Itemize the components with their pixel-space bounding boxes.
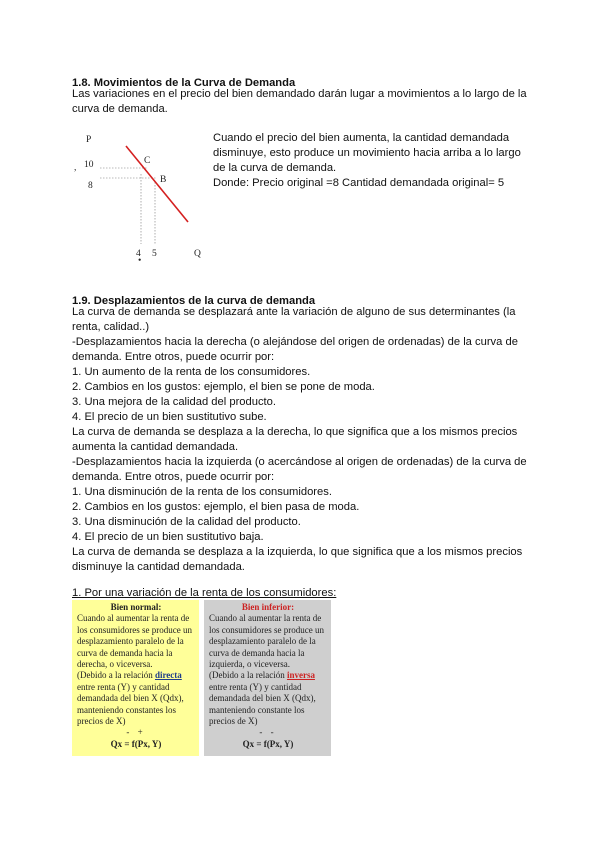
inferior-good-relation: (Debido a la relación inversa entre renta (Y) y cantidad demandada del bien X (Qdx), manteniendo constante los precios de X) bbox=[209, 670, 316, 727]
section-18-paragraph: Las variaciones en el precio del bien demandado darán lugar a movimientos a lo largo de la curva de demanda. bbox=[72, 88, 527, 115]
quantity-tick-5: 5 bbox=[152, 249, 157, 259]
axis-p-label: P bbox=[86, 135, 92, 145]
point-b-label: B bbox=[160, 175, 167, 185]
inferior-good-box bbox=[204, 600, 331, 756]
quantity-tick-4: 4 bbox=[136, 249, 141, 259]
normal-good-title: Bien normal: bbox=[110, 602, 162, 612]
normal-good-body: Cuando al aumentar la renta de los consumidores se produce un desplazamiento paralelo de la curva de demanda hacia la derecha, o viceversa. bbox=[77, 613, 192, 670]
normal-good-formula: Qx = f(Px, Y) bbox=[110, 738, 162, 749]
point-c-label: C bbox=[144, 156, 151, 166]
axis-q-label: Q bbox=[194, 249, 201, 259]
section-18-title: 1.8. Movimientos de la Curva de Demanda bbox=[72, 77, 296, 89]
quantity-tick-dot: • bbox=[138, 256, 142, 266]
axis-tick-dot: , bbox=[74, 163, 77, 173]
relation-inversa: inversa bbox=[286, 670, 315, 681]
movement-explanation: Cuando el precio del bien aumenta, la cantidad demandada disminuye, esto produce un movimiento hacia arriba a lo largo de la curva de demanda. Donde: Precio original =8 Cantidad demandada original= 5 bbox=[213, 132, 521, 189]
section-19-title: 1.9. Desplazamientos de la curva de demanda bbox=[72, 295, 316, 307]
price-tick-10: 10 bbox=[84, 160, 94, 170]
demand-curve-line bbox=[126, 146, 188, 222]
renta-section-title: 1. Por una variación de la renta de los consumidores: bbox=[72, 587, 337, 599]
inferior-good-signs: - - bbox=[259, 727, 277, 738]
normal-good-relation: (Debido a la relación directa entre renta (Y) y cantidad demandada del bien X (Qdx), manteniendo constantes los precios de X) bbox=[77, 670, 184, 727]
normal-good-signs: - + bbox=[126, 727, 146, 738]
inferior-good-title: Bien inferior: bbox=[241, 602, 295, 612]
relation-directa: directa bbox=[154, 670, 182, 681]
normal-good-box bbox=[72, 600, 199, 756]
inferior-good-body: Cuando al aumentar la renta de los consumidores se produce un desplazamiento paralelo de la curva de demanda hacia la izquierda, o viceversa. bbox=[209, 613, 324, 670]
demand-curve-graph bbox=[76, 126, 206, 266]
inferior-good-formula: Qx = f(Px, Y) bbox=[242, 738, 294, 749]
price-tick-8: 8 bbox=[88, 181, 93, 191]
section-19-body: La curva de demanda se desplazará ante la variación de alguno de sus determinantes (la renta, calidad..) -Desplazamientos hacia la derecha (o alejándose del origen de ordenadas) de la curva de demanda. Entre otros, puede ocurrir por: 1. Un aumento de la renta de los consumidores. 2. Cambios en los gustos: ejemplo, el bien se pone de moda. 3. Una mejora de la calidad del producto. 4. El precio de un bien sustitutivo sube. La curva de demanda se desplaza a la derecha, lo que significa que a los mismos precios aumenta la cantidad demandada. -Desplazamientos hacia la izquierda (o acercándose al origen de ordenadas) de la curva de demanda. Entre otros, puede ocurrir por: 1. Una disminución de la renta de los consumidores. 2. Cambios en los gustos: ejemplo, el bien pasa de moda. 3. Una disminución de la calidad del producto. 4. El precio de un bien sustitutivo baja. La curva de demanda se desplaza a la izquierda, lo que significa que a los mismos precios disminuye la cantidad demandada. bbox=[72, 306, 527, 573]
